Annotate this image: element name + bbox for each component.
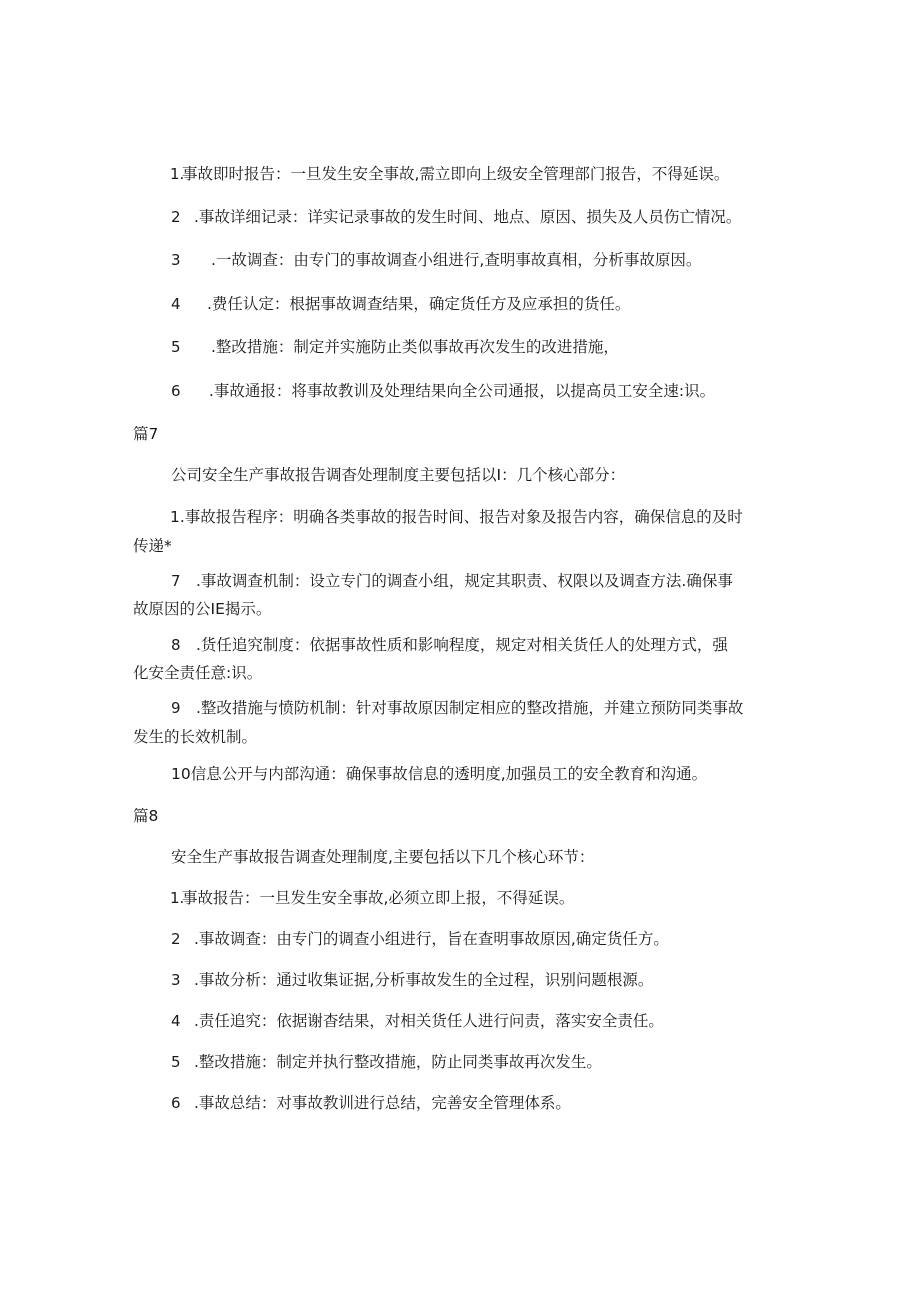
section-heading: 篇7	[133, 425, 159, 443]
item-text: .事故分析：通过收集证据,分析事故发生的全过程，识别问题根源。	[194, 971, 654, 989]
list-item-line: .事故调查机制：设立专门的调查小组，规定其职责、权限以及调查方法.确保事	[196, 572, 733, 590]
item-text: .费任认定：根据事故调查结果，确定货任方及应承担的货任。	[207, 295, 631, 313]
item-number: 3	[171, 251, 181, 269]
item-number: 7	[171, 572, 181, 590]
list-item-line: .整改措施与愤防机制：针对事故原因制定相应的整改措施，并建立预防同类事故	[196, 699, 744, 717]
item-number: 1.	[170, 165, 185, 183]
item-text: .事故详细记录：详实记录事故的发生时间、地点、原因、损失及人员伤亡情况。	[194, 208, 742, 226]
list-item-line: 故原因的公IE揭示。	[133, 600, 272, 618]
section-intro: 公司安全生产事故报告调杳处理制度主要包括以I：几个核心部分：	[171, 466, 626, 484]
item-number: 8	[171, 636, 181, 654]
item-number: 2	[171, 930, 181, 948]
item-text: .一故调查：由专门的事故调查小组进行,查明事故真相，分析事故原因。	[211, 251, 702, 269]
item-number: 4	[171, 1012, 181, 1030]
item-text: .事故总结：对事故教训进行总结，完善安全管理体系。	[194, 1094, 571, 1112]
item-text: .责任追究：依据谢杳结果，对相关货任人进行问责，落实安全责任。	[194, 1012, 664, 1030]
list-item-line: 发生的长效机制。	[133, 728, 258, 746]
list-item-line: 传递*	[133, 537, 172, 555]
item-text: 事故即时报告：一旦发生安全事故,需立即向上级安全管理部门报告，不得延误。	[182, 165, 730, 183]
item-number: 4	[171, 295, 181, 313]
item-number: 3	[171, 971, 181, 989]
item-text: .事故调查：由专门的调查小组进行，旨在查明事故原因,确定货任方。	[194, 930, 669, 948]
item-text: .事故通报：将事故教训及处理结果向全公司通报，以提高员工安全速:识。	[209, 382, 716, 400]
item-text: 事故报告：一旦发生安全事故,必须立即上报，不得延误。	[182, 889, 575, 907]
item-number: 5	[171, 338, 181, 356]
item-number: 6	[171, 382, 181, 400]
list-item-line: 化安全责任意:识。	[133, 664, 263, 682]
item-number: 6	[171, 1094, 181, 1112]
section-heading: 篇8	[133, 807, 159, 825]
item-number: 1.	[170, 889, 185, 907]
item-number: 9	[171, 699, 181, 717]
item-number: 2	[171, 208, 181, 226]
list-item-line: .货任追究制度：依据事故性质和影响程度，规定对相关货任人的处理方式，强	[196, 636, 728, 654]
section-intro: 安全生产事故报告调查处理制度,主要包括以下几个核心环节：	[171, 848, 595, 866]
item-text: .整改措施：制定并实施防止类似事故再次发生的改进措施，	[211, 338, 619, 356]
list-item-line: 1.事故报告程序：明确各类事故的报告时间、报告对象及报告内容，确保信息的及时	[170, 508, 743, 526]
item-number: 5	[171, 1053, 181, 1071]
list-item-line: 10信息公开与内部沟通：确保事故信息的透明度,加强员工的安全教育和沟通。	[171, 765, 708, 783]
item-text: .整改措施：制定并执行整改措施，防止同类事故再次发生。	[194, 1053, 602, 1071]
